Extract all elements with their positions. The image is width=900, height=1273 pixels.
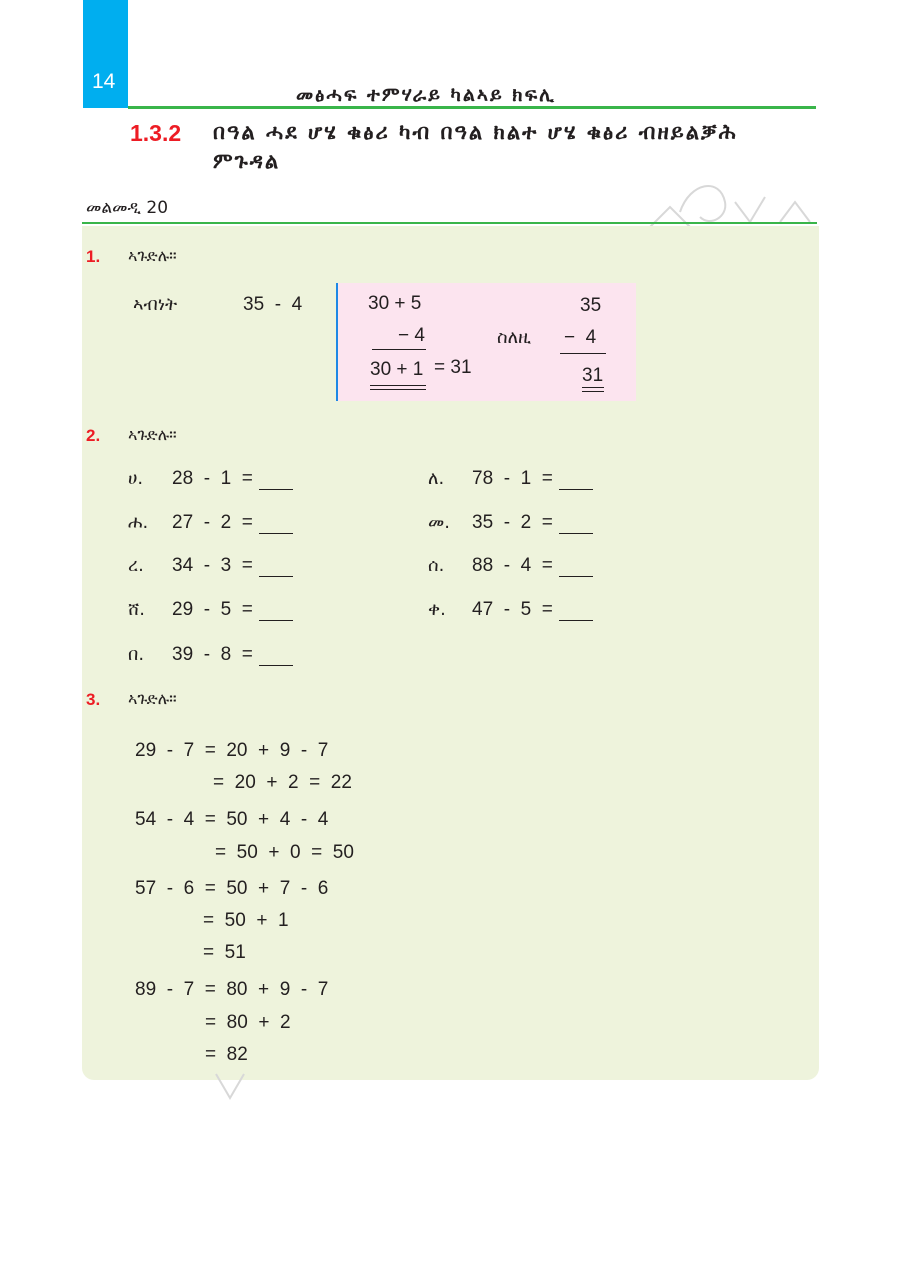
col-double-underline-1 [582, 387, 604, 388]
q2-item [128, 599, 293, 621]
exercise-rule [82, 222, 817, 224]
q2-item [128, 644, 293, 666]
q3-line: = 51 [203, 942, 246, 963]
q2-number: 2. [86, 426, 101, 445]
q2-item [428, 468, 593, 490]
q3-line: = 50 + 1 [203, 910, 289, 931]
answer-blank[interactable] [259, 602, 293, 621]
item-label: ረ. [128, 555, 144, 576]
item-expression: 34 - 3 = [172, 555, 253, 576]
q3-line: = 20 + 2 = 22 [213, 772, 352, 793]
answer-blank[interactable] [559, 515, 593, 534]
item-label: ሐ. [128, 512, 149, 533]
work-underline [372, 349, 426, 350]
item-label: ለ. [428, 468, 445, 489]
item-expression: 88 - 4 = [472, 555, 553, 576]
item-label: ሀ. [128, 468, 144, 489]
answer-blank[interactable] [259, 558, 293, 577]
answer-blank[interactable] [559, 558, 593, 577]
section-title: በዓል ሓደ ሆሄ ቁፅሪ ካብ በዓል ክልተ ሆሄ ቁፅሪ ብዘይልቓሕ ምጉዳል [213, 120, 738, 173]
item-expression: 27 - 2 = [172, 512, 253, 533]
header-rule [128, 106, 816, 109]
running-title: መፅሓፍ ተምሃራይ ካልኣይ ክፍሊ [296, 84, 556, 106]
q1-instruction: ኣጉድሉ። [128, 246, 177, 265]
q2-item [428, 512, 593, 534]
col-double-underline-2 [582, 391, 604, 392]
exercise-label: መልመዲ 20 [86, 198, 169, 218]
item-expression: 28 - 1 = [172, 468, 253, 489]
so-word: ስለዚ [497, 327, 532, 348]
work-double-underline-2 [370, 389, 426, 390]
q1-number: 1. [86, 247, 101, 266]
q3-line: 29 - 7 = 20 + 9 - 7 [135, 740, 329, 761]
work-result: = 31 [434, 357, 472, 378]
section-number: 1.3.2 [130, 120, 182, 146]
item-label: ሸ. [128, 599, 145, 620]
watermark-chevron-icon [210, 1068, 250, 1104]
item-expression: 78 - 1 = [472, 468, 553, 489]
answer-blank[interactable] [559, 602, 593, 621]
work-double-underline-1 [370, 385, 426, 386]
item-expression: 39 - 8 = [172, 644, 253, 665]
col-answer: 31 [582, 365, 604, 386]
col-mid: − 4 [564, 327, 597, 348]
q1-worked-box [336, 283, 636, 401]
q2-item [128, 512, 293, 534]
item-label: ሰ. [428, 555, 445, 576]
q2-item [128, 555, 293, 577]
q2-item [428, 599, 593, 621]
work-line-3: 30 + 1 [370, 359, 424, 380]
item-expression: 47 - 5 = [472, 599, 553, 620]
q1-example-label: ኣብነት [133, 294, 178, 315]
col-underline [560, 353, 606, 354]
col-top: 35 [580, 295, 602, 316]
q3-line: 57 - 6 = 50 + 7 - 6 [135, 878, 329, 899]
q2-instruction: ኣጉድሉ። [128, 425, 177, 444]
q3-line: = 50 + 0 = 50 [215, 842, 354, 863]
q3-line: = 80 + 2 [205, 1012, 291, 1033]
q3-line: 89 - 7 = 80 + 9 - 7 [135, 979, 329, 1000]
q2-item [428, 555, 593, 577]
answer-blank[interactable] [259, 647, 293, 666]
answer-blank[interactable] [559, 471, 593, 490]
answer-blank[interactable] [259, 515, 293, 534]
q3-instruction: ኣጉድሉ። [128, 689, 177, 708]
work-line-2: − 4 [398, 325, 425, 346]
answer-blank[interactable] [259, 471, 293, 490]
work-line-1: 30 + 5 [368, 293, 422, 314]
q3-line: 54 - 4 = 50 + 4 - 4 [135, 809, 329, 830]
item-label: በ. [128, 644, 145, 665]
q3-number: 3. [86, 690, 101, 709]
q3-line: = 82 [205, 1044, 248, 1065]
item-expression: 35 - 2 = [472, 512, 553, 533]
q1-expression: 35 - 4 [243, 294, 303, 315]
page-number: 14 [92, 70, 116, 93]
item-label: ቀ. [428, 599, 446, 620]
item-label: መ. [428, 512, 450, 533]
q2-item [128, 468, 293, 490]
item-expression: 29 - 5 = [172, 599, 253, 620]
